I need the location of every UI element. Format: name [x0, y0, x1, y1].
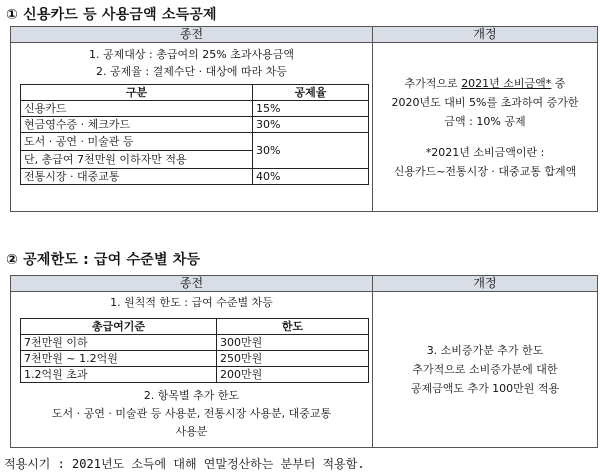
section1-new-line-3: 금액 : 10% 공제: [444, 114, 526, 128]
section2-old-line-2: 2. 항목별 추가 한도: [143, 389, 240, 402]
table-cell: 300만원: [217, 335, 369, 351]
section1-rate-table: [20, 84, 369, 185]
table-cell: 200만원: [217, 367, 369, 383]
section1-old-line-2: 2. 공제율 : 결제수단 · 대상에 따라 차등: [96, 65, 287, 78]
section2-limit-table: [20, 318, 369, 383]
section1-new-cell: [373, 43, 598, 212]
table-row: [21, 335, 369, 351]
table-row: [21, 351, 369, 367]
section1-new-line-2: 2020년도 대비 5%를 초과하여 증가한: [391, 95, 579, 109]
section2-new-line-3: 공제금액도 추가 100만원 적용: [410, 382, 560, 395]
table-cell: 250만원: [217, 351, 369, 367]
table-cell: 1.2억원 초과: [21, 367, 217, 383]
section2-new-line-2: 추가적으로 소비증가분에 대한: [412, 363, 558, 376]
footer-note: 적용시기 : 2021년도 소득에 대해 연말정산하는 분부터 적용함.: [4, 457, 365, 471]
rate-table-header-rate: 공제율: [253, 85, 369, 101]
rate-table-header-category: 구분: [21, 85, 253, 101]
table-cell: 현금영수증 · 체크카드: [21, 117, 253, 133]
new-line1-pre: 추가적으로: [404, 76, 462, 90]
table-cell: 30%: [253, 133, 369, 169]
new-line1-underlined: 2021년 소비금액*: [461, 76, 552, 90]
table-cell: 40%: [253, 169, 369, 185]
section2-old-line-4: 사용분: [175, 425, 208, 438]
section1-new-line-1: [373, 74, 597, 93]
section2-old-line-3: 도서 · 공연 · 미술관 등 사용분, 전통시장 사용분, 대중교통: [51, 407, 332, 420]
limit-table-header-salary: 총급여기준: [21, 319, 217, 335]
section1-note-2: 신용카드~전통시장 · 대중교통 합계액: [393, 164, 577, 178]
section2-new-line-1: 3. 소비증가분 추가 한도: [426, 344, 544, 357]
section2-old-line-1: 1. 원칙적 한도 : 급여 수준별 차등: [110, 296, 273, 309]
table-row: [21, 169, 369, 185]
section1-col-new: 개정: [373, 27, 598, 43]
section1-note-1: *2021년 소비금액이란 :: [425, 145, 545, 159]
table-cell: 7천만원 ~ 1.2억원: [21, 351, 217, 367]
new-line1-post: 중: [551, 76, 566, 90]
section1-old-line-1: 1. 공제대상 : 총급여의 25% 초과사용금액: [89, 48, 294, 61]
table-row: [21, 133, 369, 151]
table-cell: 30%: [253, 117, 369, 133]
limit-table-header-limit: 한도: [217, 319, 369, 335]
section1-title: ① 신용카드 등 사용금액 소득공제: [6, 7, 217, 23]
table-cell: 신용카드: [21, 101, 253, 117]
section1-col-old: 종전: [11, 27, 373, 43]
section1-old-cell: [11, 43, 373, 212]
section2-old-cell: [11, 292, 373, 448]
section1-table: [10, 26, 598, 212]
table-row: [21, 367, 369, 383]
table-cell: 단, 총급여 7천만원 이하자만 적용: [21, 151, 253, 169]
section2-table: [10, 275, 598, 448]
section2-col-old: 종전: [11, 276, 373, 292]
table-cell: 도서 · 공연 · 미술관 등: [21, 133, 253, 151]
section2-col-new: 개정: [373, 276, 598, 292]
table-row: [21, 117, 369, 133]
table-cell: 전통시장 · 대중교통: [21, 169, 253, 185]
table-cell: 7천만원 이하: [21, 335, 217, 351]
table-cell: 15%: [253, 101, 369, 117]
section2-title: ② 공제한도 : 급여 수준별 차등: [6, 252, 201, 268]
section2-new-cell: [373, 292, 598, 448]
table-row: [21, 101, 369, 117]
